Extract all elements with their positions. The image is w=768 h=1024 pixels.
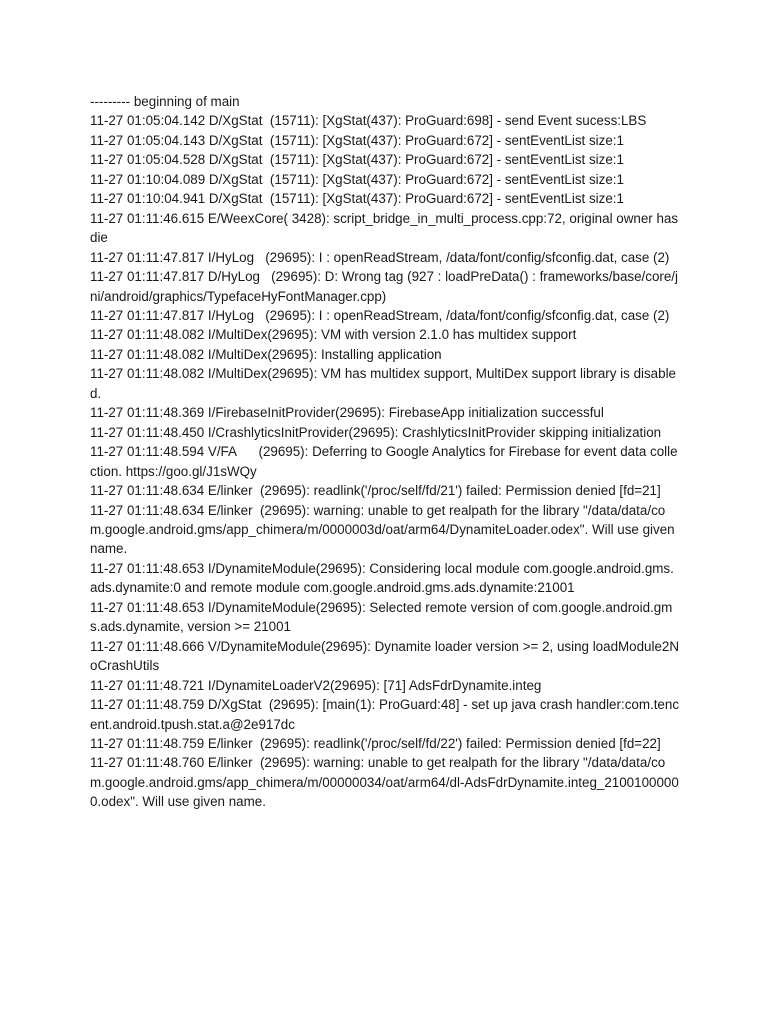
log-line: 11-27 01:11:47.817 I/HyLog (29695): I : openReadStream, /data/font/config/sfconfig.dat, case (2) bbox=[90, 307, 670, 323]
log-line: 11-27 01:11:48.634 E/linker (29695): readlink('/proc/self/fd/21') failed: Permission denied [fd=21] bbox=[90, 483, 661, 499]
log-line: 11-27 01:10:04.941 D/XgStat (15711): [XgStat(437): ProGuard:672] - sentEventList size:1 bbox=[90, 191, 624, 207]
log-line: 11-27 01:11:48.759 E/linker (29695): readlink('/proc/self/fd/22') failed: Permission denied [fd=22] bbox=[90, 735, 661, 751]
log-line: 11-27 01:10:04.089 D/XgStat (15711): [XgStat(437): ProGuard:672] - sentEventList size:1 bbox=[90, 171, 624, 187]
log-line: 11-27 01:11:48.082 I/MultiDex(29695): Installing application bbox=[90, 346, 442, 362]
log-line: 11-27 01:11:48.450 I/CrashlyticsInitProvider(29695): CrashlyticsInitProvider skipping initialization bbox=[90, 424, 662, 440]
log-line: 11-27 01:11:48.594 V/FA (29695): Deferring to Google Analytics for Firebase for event data collection. https://goo.gl/J1sWQy bbox=[90, 444, 678, 479]
log-line: 11-27 01:05:04.528 D/XgStat (15711): [XgStat(437): ProGuard:672] - sentEventList size:1 bbox=[90, 152, 624, 168]
log-line: 11-27 01:11:48.369 I/FirebaseInitProvider(29695): FirebaseApp initialization successful bbox=[90, 405, 604, 421]
log-line: 11-27 01:11:47.817 I/HyLog (29695): I : openReadStream, /data/font/config/sfconfig.dat, case (2) bbox=[90, 249, 670, 265]
log-line: 11-27 01:05:04.143 D/XgStat (15711): [XgStat(437): ProGuard:672] - sentEventList size:1 bbox=[90, 132, 624, 148]
log-text bbox=[90, 92, 680, 812]
log-line: 11-27 01:11:48.721 I/DynamiteLoaderV2(29695): [71] AdsFdrDynamite.integ bbox=[90, 677, 542, 693]
log-line: 11-27 01:05:04.142 D/XgStat (15711): [XgStat(437): ProGuard:698] - send Event sucess:LBS bbox=[90, 113, 647, 129]
log-line: 11-27 01:11:48.653 I/DynamiteModule(29695): Considering local module com.google.android.gms.ads.dynamite:0 and remote module com.google.android.gms.ads.dynamite:21001 bbox=[90, 560, 674, 596]
log-line: 11-27 01:11:48.666 V/DynamiteModule(29695): Dynamite loader version >= 2, using loadModule2NoCrashUtils bbox=[90, 638, 680, 674]
log-line: 11-27 01:11:48.082 I/MultiDex(29695): VM has multidex support, MultiDex support library is disabled. bbox=[90, 366, 677, 401]
log-line: 11-27 01:11:48.760 E/linker (29695): warning: unable to get realpath for the library "/data/data/com.google.android.gms/app_chimera/m/00000034/oat/arm64/dl-AdsFdrDynamite.integ_21001000000.odex". Will use given name. bbox=[90, 755, 679, 810]
log-line: 11-27 01:11:48.634 E/linker (29695): warning: unable to get realpath for the library "/data/data/com.google.android.gms/app_chimera/m/0000003d/oat/arm64/DynamiteLoader.odex". Will use given name. bbox=[90, 502, 679, 557]
log-line: 11-27 01:11:48.759 D/XgStat (29695): [main(1): ProGuard:48] - set up java crash handler:com.tencent.android.tpush.stat.a@2e917dc bbox=[90, 697, 680, 732]
log-line: 11-27 01:11:48.082 I/MultiDex(29695): VM with version 2.1.0 has multidex support bbox=[90, 327, 577, 343]
log-line: --------- beginning of main bbox=[90, 94, 240, 109]
log-line: 11-27 01:11:47.817 D/HyLog (29695): D: Wrong tag (927 : loadPreData() : frameworks/base/core/jni/android/graphics/TypefaceHyFontManager.cpp) bbox=[90, 269, 679, 304]
log-line: 11-27 01:11:48.653 I/DynamiteModule(29695): Selected remote version of com.google.android.gms.ads.dynamite, version >= 21001 bbox=[90, 599, 673, 635]
log-line: 11-27 01:11:46.615 E/WeexCore( 3428): script_bridge_in_multi_process.cpp:72, original owner has die bbox=[90, 210, 682, 246]
